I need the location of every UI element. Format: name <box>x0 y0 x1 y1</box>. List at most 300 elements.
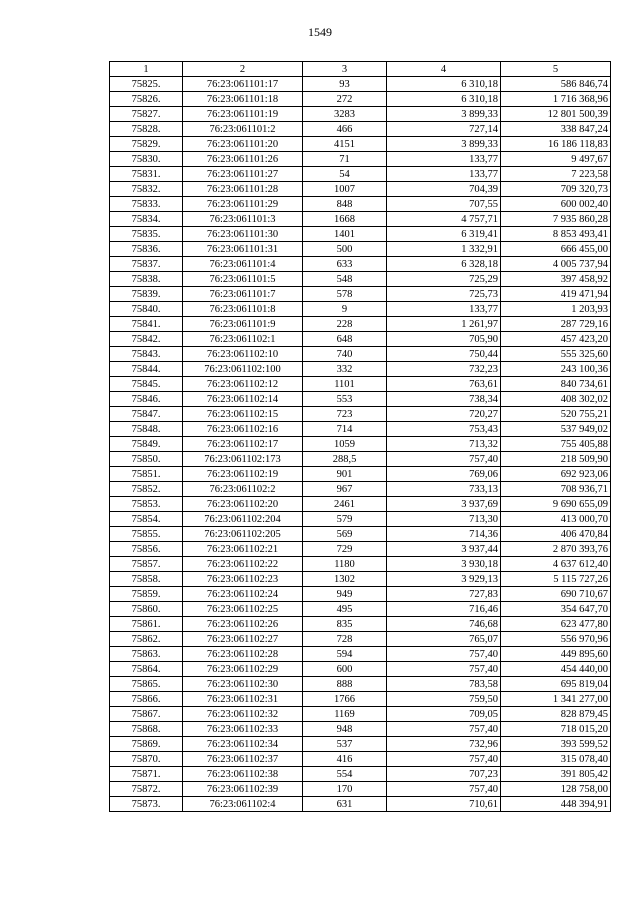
unit-price-cell: 3 899,33 <box>387 107 501 122</box>
unit-price-cell: 714,36 <box>387 527 501 542</box>
cadastral-number-cell: 76:23:061102:37 <box>183 752 303 767</box>
area-value-cell: 723 <box>303 407 387 422</box>
cadastral-number-cell: 76:23:061102:34 <box>183 737 303 752</box>
unit-price-cell: 765,07 <box>387 632 501 647</box>
row-number-cell: 75841. <box>110 317 183 332</box>
cadastral-cost-cell: 1 716 368,96 <box>501 92 611 107</box>
area-value-cell: 170 <box>303 782 387 797</box>
unit-price-cell: 750,44 <box>387 347 501 362</box>
table-row <box>110 752 611 767</box>
row-number-cell: 75826. <box>110 92 183 107</box>
row-number-cell: 75857. <box>110 557 183 572</box>
cadastral-number-cell: 76:23:061101:2 <box>183 122 303 137</box>
cadastral-number-cell: 76:23:061101:7 <box>183 287 303 302</box>
row-number-cell: 75844. <box>110 362 183 377</box>
unit-price-cell: 733,13 <box>387 482 501 497</box>
table-row <box>110 692 611 707</box>
row-number-cell: 75829. <box>110 137 183 152</box>
area-value-cell: 835 <box>303 617 387 632</box>
cadastral-cost-cell: 828 879,45 <box>501 707 611 722</box>
area-value-cell: 554 <box>303 767 387 782</box>
table-row <box>110 707 611 722</box>
table-row <box>110 392 611 407</box>
area-value-cell: 332 <box>303 362 387 377</box>
row-number-cell: 75863. <box>110 647 183 662</box>
cadastral-cost-cell: 2 870 393,76 <box>501 542 611 557</box>
row-number-cell: 75870. <box>110 752 183 767</box>
cadastral-cost-cell: 520 755,21 <box>501 407 611 422</box>
unit-price-cell: 759,50 <box>387 692 501 707</box>
table-row <box>110 302 611 317</box>
cadastral-cost-cell: 695 819,04 <box>501 677 611 692</box>
table-body <box>110 77 611 812</box>
row-number-cell: 75872. <box>110 782 183 797</box>
cadastral-cost-cell: 419 471,94 <box>501 287 611 302</box>
area-value-cell: 1401 <box>303 227 387 242</box>
table-row <box>110 527 611 542</box>
cadastral-number-cell: 76:23:061102:1 <box>183 332 303 347</box>
area-value-cell: 548 <box>303 272 387 287</box>
unit-price-cell: 133,77 <box>387 152 501 167</box>
area-value-cell: 728 <box>303 632 387 647</box>
table-row <box>110 557 611 572</box>
row-number-cell: 75851. <box>110 467 183 482</box>
cadastral-cost-cell: 338 847,24 <box>501 122 611 137</box>
table-row <box>110 542 611 557</box>
cadastral-cost-cell: 397 458,92 <box>501 272 611 287</box>
cadastral-number-cell: 76:23:061102:2 <box>183 482 303 497</box>
area-value-cell: 1059 <box>303 437 387 452</box>
table-row <box>110 482 611 497</box>
row-number-cell: 75869. <box>110 737 183 752</box>
cadastral-cost-cell: 354 647,70 <box>501 602 611 617</box>
unit-price-cell: 707,55 <box>387 197 501 212</box>
row-number-cell: 75836. <box>110 242 183 257</box>
row-number-cell: 75852. <box>110 482 183 497</box>
cadastral-number-cell: 76:23:061102:12 <box>183 377 303 392</box>
cadastral-cost-cell: 537 949,02 <box>501 422 611 437</box>
unit-price-cell: 4 757,71 <box>387 212 501 227</box>
cadastral-cost-cell: 840 734,61 <box>501 377 611 392</box>
cadastral-cost-cell: 692 923,06 <box>501 467 611 482</box>
cadastral-number-cell: 76:23:061101:9 <box>183 317 303 332</box>
row-number-cell: 75848. <box>110 422 183 437</box>
cadastral-cost-cell: 457 423,20 <box>501 332 611 347</box>
cadastral-cost-cell: 1 203,93 <box>501 302 611 317</box>
cadastral-cost-cell: 287 729,16 <box>501 317 611 332</box>
unit-price-cell: 713,32 <box>387 437 501 452</box>
unit-price-cell: 727,83 <box>387 587 501 602</box>
unit-price-cell: 3 929,13 <box>387 572 501 587</box>
table-row <box>110 107 611 122</box>
unit-price-cell: 757,40 <box>387 662 501 677</box>
cadastral-cost-cell: 709 320,73 <box>501 182 611 197</box>
cadastral-number-cell: 76:23:061102:31 <box>183 692 303 707</box>
row-number-cell: 75837. <box>110 257 183 272</box>
table-row <box>110 272 611 287</box>
unit-price-cell: 757,40 <box>387 722 501 737</box>
area-value-cell: 948 <box>303 722 387 737</box>
row-number-cell: 75862. <box>110 632 183 647</box>
row-number-cell: 75867. <box>110 707 183 722</box>
area-value-cell: 848 <box>303 197 387 212</box>
row-number-cell: 75859. <box>110 587 183 602</box>
unit-price-cell: 133,77 <box>387 167 501 182</box>
row-number-cell: 75830. <box>110 152 183 167</box>
table-row <box>110 137 611 152</box>
cadastral-cost-cell: 7 935 860,28 <box>501 212 611 227</box>
unit-price-cell: 6 310,18 <box>387 92 501 107</box>
unit-price-cell: 6 328,18 <box>387 257 501 272</box>
cadastral-cost-cell: 391 805,42 <box>501 767 611 782</box>
cadastral-cost-cell: 393 599,52 <box>501 737 611 752</box>
area-value-cell: 569 <box>303 527 387 542</box>
unit-price-cell: 704,39 <box>387 182 501 197</box>
row-number-cell: 75838. <box>110 272 183 287</box>
table-row <box>110 467 611 482</box>
row-number-cell: 75842. <box>110 332 183 347</box>
unit-price-cell: 757,40 <box>387 752 501 767</box>
column-header-3: 3 <box>303 62 387 77</box>
area-value-cell: 579 <box>303 512 387 527</box>
row-number-cell: 75825. <box>110 77 183 92</box>
table-row <box>110 212 611 227</box>
cadastral-cost-cell: 9 497,67 <box>501 152 611 167</box>
cadastral-number-cell: 76:23:061102:26 <box>183 617 303 632</box>
cadastral-number-cell: 76:23:061102:20 <box>183 497 303 512</box>
cadastral-value-table <box>109 61 611 812</box>
unit-price-cell: 753,43 <box>387 422 501 437</box>
cadastral-cost-cell: 755 405,88 <box>501 437 611 452</box>
area-value-cell: 901 <box>303 467 387 482</box>
table-row <box>110 497 611 512</box>
row-number-cell: 75871. <box>110 767 183 782</box>
cadastral-cost-cell: 218 509,90 <box>501 452 611 467</box>
cadastral-number-cell: 76:23:061101:26 <box>183 152 303 167</box>
row-number-cell: 75861. <box>110 617 183 632</box>
table-row <box>110 317 611 332</box>
table-row <box>110 257 611 272</box>
cadastral-cost-cell: 4 637 612,40 <box>501 557 611 572</box>
cadastral-cost-cell: 243 100,36 <box>501 362 611 377</box>
table-row <box>110 347 611 362</box>
table-row <box>110 437 611 452</box>
unit-price-cell: 6 310,18 <box>387 77 501 92</box>
table-row <box>110 362 611 377</box>
cadastral-number-cell: 76:23:061102:33 <box>183 722 303 737</box>
unit-price-cell: 720,27 <box>387 407 501 422</box>
table-row <box>110 572 611 587</box>
table-row <box>110 92 611 107</box>
table-row <box>110 227 611 242</box>
area-value-cell: 495 <box>303 602 387 617</box>
area-value-cell: 1302 <box>303 572 387 587</box>
cadastral-cost-cell: 7 223,58 <box>501 167 611 182</box>
table-row <box>110 797 611 812</box>
cadastral-number-cell: 76:23:061101:5 <box>183 272 303 287</box>
area-value-cell: 71 <box>303 152 387 167</box>
cadastral-number-cell: 76:23:061102:24 <box>183 587 303 602</box>
area-value-cell: 466 <box>303 122 387 137</box>
cadastral-number-cell: 76:23:061102:21 <box>183 542 303 557</box>
row-number-cell: 75864. <box>110 662 183 677</box>
table-row <box>110 587 611 602</box>
column-header-5: 5 <box>501 62 611 77</box>
area-value-cell: 578 <box>303 287 387 302</box>
unit-price-cell: 3 899,33 <box>387 137 501 152</box>
cadastral-cost-cell: 586 846,74 <box>501 77 611 92</box>
cadastral-cost-cell: 315 078,40 <box>501 752 611 767</box>
row-number-cell: 75846. <box>110 392 183 407</box>
area-value-cell: 714 <box>303 422 387 437</box>
cadastral-number-cell: 76:23:061102:27 <box>183 632 303 647</box>
area-value-cell: 3283 <box>303 107 387 122</box>
area-value-cell: 272 <box>303 92 387 107</box>
cadastral-cost-cell: 408 302,02 <box>501 392 611 407</box>
row-number-cell: 75835. <box>110 227 183 242</box>
cadastral-number-cell: 76:23:061101:27 <box>183 167 303 182</box>
unit-price-cell: 757,40 <box>387 647 501 662</box>
cadastral-number-cell: 76:23:061102:17 <box>183 437 303 452</box>
table-row <box>110 407 611 422</box>
table-row <box>110 122 611 137</box>
cadastral-number-cell: 76:23:061102:16 <box>183 422 303 437</box>
cadastral-cost-cell: 690 710,67 <box>501 587 611 602</box>
cadastral-cost-cell: 4 005 737,94 <box>501 257 611 272</box>
area-value-cell: 4151 <box>303 137 387 152</box>
unit-price-cell: 6 319,41 <box>387 227 501 242</box>
cadastral-number-cell: 76:23:061101:30 <box>183 227 303 242</box>
column-header-2: 2 <box>183 62 303 77</box>
area-value-cell: 1180 <box>303 557 387 572</box>
cadastral-cost-cell: 406 470,84 <box>501 527 611 542</box>
area-value-cell: 553 <box>303 392 387 407</box>
unit-price-cell: 738,34 <box>387 392 501 407</box>
row-number-cell: 75827. <box>110 107 183 122</box>
area-value-cell: 1668 <box>303 212 387 227</box>
cadastral-cost-cell: 8 853 493,41 <box>501 227 611 242</box>
table-row <box>110 377 611 392</box>
page-number: 1549 <box>308 25 332 39</box>
unit-price-cell: 716,46 <box>387 602 501 617</box>
unit-price-cell: 727,14 <box>387 122 501 137</box>
cadastral-cost-cell: 9 690 655,09 <box>501 497 611 512</box>
cadastral-number-cell: 76:23:061102:32 <box>183 707 303 722</box>
row-number-cell: 75834. <box>110 212 183 227</box>
table-row <box>110 512 611 527</box>
unit-price-cell: 3 930,18 <box>387 557 501 572</box>
table-row <box>110 782 611 797</box>
row-number-cell: 75865. <box>110 677 183 692</box>
table-row <box>110 452 611 467</box>
row-number-cell: 75828. <box>110 122 183 137</box>
area-value-cell: 949 <box>303 587 387 602</box>
cadastral-cost-cell: 666 455,00 <box>501 242 611 257</box>
cadastral-number-cell: 76:23:061101:20 <box>183 137 303 152</box>
row-number-cell: 75843. <box>110 347 183 362</box>
cadastral-number-cell: 76:23:061102:173 <box>183 452 303 467</box>
cadastral-cost-cell: 5 115 727,26 <box>501 572 611 587</box>
column-header-4: 4 <box>387 62 501 77</box>
area-value-cell: 967 <box>303 482 387 497</box>
cadastral-number-cell: 76:23:061102:204 <box>183 512 303 527</box>
unit-price-cell: 725,73 <box>387 287 501 302</box>
unit-price-cell: 757,40 <box>387 782 501 797</box>
area-value-cell: 729 <box>303 542 387 557</box>
table-row <box>110 422 611 437</box>
cadastral-cost-cell: 600 002,40 <box>501 197 611 212</box>
cadastral-number-cell: 76:23:061102:25 <box>183 602 303 617</box>
cadastral-number-cell: 76:23:061102:205 <box>183 527 303 542</box>
cadastral-number-cell: 76:23:061102:28 <box>183 647 303 662</box>
table-header-row <box>110 62 611 77</box>
table-row <box>110 182 611 197</box>
table-row <box>110 242 611 257</box>
cadastral-cost-cell: 448 394,91 <box>501 797 611 812</box>
cadastral-number-cell: 76:23:061102:14 <box>183 392 303 407</box>
cadastral-number-cell: 76:23:061101:3 <box>183 212 303 227</box>
cadastral-number-cell: 76:23:061102:38 <box>183 767 303 782</box>
cadastral-number-cell: 76:23:061102:29 <box>183 662 303 677</box>
area-value-cell: 633 <box>303 257 387 272</box>
unit-price-cell: 3 937,69 <box>387 497 501 512</box>
table-row <box>110 617 611 632</box>
area-value-cell: 228 <box>303 317 387 332</box>
row-number-cell: 75839. <box>110 287 183 302</box>
area-value-cell: 54 <box>303 167 387 182</box>
table-row <box>110 152 611 167</box>
area-value-cell: 631 <box>303 797 387 812</box>
cadastral-number-cell: 76:23:061101:4 <box>183 257 303 272</box>
row-number-cell: 75850. <box>110 452 183 467</box>
row-number-cell: 75860. <box>110 602 183 617</box>
area-value-cell: 1007 <box>303 182 387 197</box>
cadastral-number-cell: 76:23:061101:29 <box>183 197 303 212</box>
unit-price-cell: 1 261,97 <box>387 317 501 332</box>
cadastral-cost-cell: 16 186 118,83 <box>501 137 611 152</box>
table-row <box>110 767 611 782</box>
cadastral-number-cell: 76:23:061102:23 <box>183 572 303 587</box>
cadastral-cost-cell: 623 477,80 <box>501 617 611 632</box>
area-value-cell: 1101 <box>303 377 387 392</box>
row-number-cell: 75845. <box>110 377 183 392</box>
unit-price-cell: 133,77 <box>387 302 501 317</box>
unit-price-cell: 783,58 <box>387 677 501 692</box>
row-number-cell: 75847. <box>110 407 183 422</box>
unit-price-cell: 732,96 <box>387 737 501 752</box>
table-row <box>110 722 611 737</box>
unit-price-cell: 710,61 <box>387 797 501 812</box>
table-row <box>110 77 611 92</box>
area-value-cell: 1766 <box>303 692 387 707</box>
cadastral-cost-cell: 413 000,70 <box>501 512 611 527</box>
cadastral-number-cell: 76:23:061101:19 <box>183 107 303 122</box>
unit-price-cell: 713,30 <box>387 512 501 527</box>
unit-price-cell: 763,61 <box>387 377 501 392</box>
table-row <box>110 647 611 662</box>
cadastral-cost-cell: 12 801 500,39 <box>501 107 611 122</box>
row-number-cell: 75832. <box>110 182 183 197</box>
cadastral-number-cell: 76:23:061101:28 <box>183 182 303 197</box>
area-value-cell: 416 <box>303 752 387 767</box>
unit-price-cell: 709,05 <box>387 707 501 722</box>
cadastral-cost-cell: 718 015,20 <box>501 722 611 737</box>
area-value-cell: 888 <box>303 677 387 692</box>
cadastral-cost-cell: 708 936,71 <box>501 482 611 497</box>
area-value-cell: 93 <box>303 77 387 92</box>
cadastral-number-cell: 76:23:061102:10 <box>183 347 303 362</box>
cadastral-cost-cell: 454 440,00 <box>501 662 611 677</box>
table-row <box>110 197 611 212</box>
area-value-cell: 537 <box>303 737 387 752</box>
row-number-cell: 75854. <box>110 512 183 527</box>
area-value-cell: 1169 <box>303 707 387 722</box>
table-row <box>110 602 611 617</box>
unit-price-cell: 732,23 <box>387 362 501 377</box>
cadastral-number-cell: 76:23:061101:18 <box>183 92 303 107</box>
table-row <box>110 677 611 692</box>
cadastral-number-cell: 76:23:061102:39 <box>183 782 303 797</box>
area-value-cell: 9 <box>303 302 387 317</box>
table-row <box>110 332 611 347</box>
cadastral-number-cell: 76:23:061101:17 <box>183 77 303 92</box>
unit-price-cell: 3 937,44 <box>387 542 501 557</box>
unit-price-cell: 725,29 <box>387 272 501 287</box>
row-number-cell: 75856. <box>110 542 183 557</box>
table-row <box>110 737 611 752</box>
area-value-cell: 600 <box>303 662 387 677</box>
area-value-cell: 648 <box>303 332 387 347</box>
row-number-cell: 75868. <box>110 722 183 737</box>
row-number-cell: 75849. <box>110 437 183 452</box>
cadastral-number-cell: 76:23:061102:15 <box>183 407 303 422</box>
row-number-cell: 75831. <box>110 167 183 182</box>
area-value-cell: 500 <box>303 242 387 257</box>
row-number-cell: 75853. <box>110 497 183 512</box>
area-value-cell: 2461 <box>303 497 387 512</box>
table-row <box>110 662 611 677</box>
table-row <box>110 167 611 182</box>
cadastral-number-cell: 76:23:061101:8 <box>183 302 303 317</box>
cadastral-number-cell: 76:23:061102:4 <box>183 797 303 812</box>
unit-price-cell: 757,40 <box>387 452 501 467</box>
cadastral-cost-cell: 555 325,60 <box>501 347 611 362</box>
cadastral-number-cell: 76:23:061102:19 <box>183 467 303 482</box>
row-number-cell: 75858. <box>110 572 183 587</box>
area-value-cell: 740 <box>303 347 387 362</box>
table-row <box>110 287 611 302</box>
cadastral-cost-cell: 449 895,60 <box>501 647 611 662</box>
row-number-cell: 75833. <box>110 197 183 212</box>
area-value-cell: 594 <box>303 647 387 662</box>
unit-price-cell: 769,06 <box>387 467 501 482</box>
cadastral-cost-cell: 1 341 277,00 <box>501 692 611 707</box>
area-value-cell: 288,5 <box>303 452 387 467</box>
cadastral-number-cell: 76:23:061102:100 <box>183 362 303 377</box>
unit-price-cell: 1 332,91 <box>387 242 501 257</box>
cadastral-number-cell: 76:23:061102:22 <box>183 557 303 572</box>
cadastral-number-cell: 76:23:061102:30 <box>183 677 303 692</box>
cadastral-cost-cell: 128 758,00 <box>501 782 611 797</box>
row-number-cell: 75840. <box>110 302 183 317</box>
unit-price-cell: 705,90 <box>387 332 501 347</box>
table-row <box>110 632 611 647</box>
cadastral-number-cell: 76:23:061101:31 <box>183 242 303 257</box>
row-number-cell: 75873. <box>110 797 183 812</box>
row-number-cell: 75855. <box>110 527 183 542</box>
column-header-1: 1 <box>110 62 183 77</box>
unit-price-cell: 746,68 <box>387 617 501 632</box>
